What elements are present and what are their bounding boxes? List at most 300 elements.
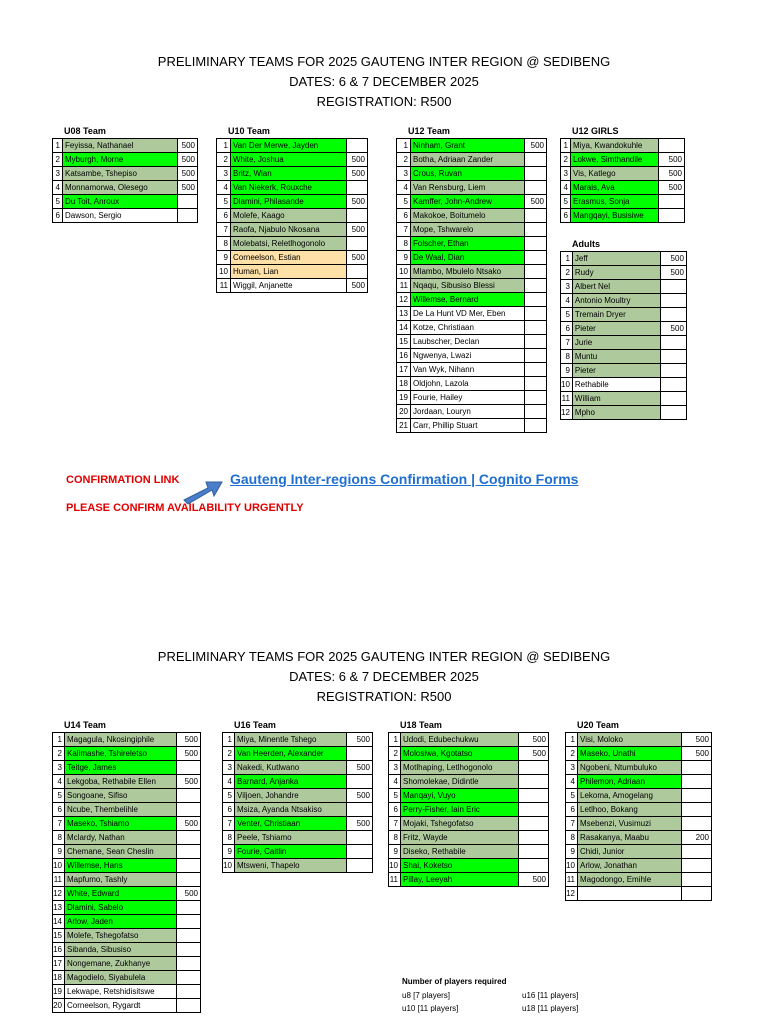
- player-name: Britz, Wian: [231, 167, 347, 181]
- payment-amount: 500: [347, 817, 373, 831]
- table-row: [217, 195, 368, 209]
- payment-amount: [519, 845, 549, 859]
- payment-amount: [682, 803, 712, 817]
- row-number: 3: [217, 167, 231, 181]
- player-name: Mapfumo, Tashly: [65, 873, 177, 887]
- player-name: Human, Lian: [231, 265, 347, 279]
- payment-amount: [659, 209, 685, 223]
- table-row: [561, 209, 685, 223]
- player-name: Maseko, Unathi: [578, 747, 682, 761]
- player-name: Jordaan, Louryn: [411, 405, 525, 419]
- header-page-2: [0, 647, 768, 707]
- row-number: 3: [223, 761, 235, 775]
- table-row: [53, 859, 201, 873]
- player-name: Wiggil, Anjanette: [231, 279, 347, 293]
- row-number: 3: [561, 167, 571, 181]
- player-name: Magagula, Nkosingiphile: [65, 733, 177, 747]
- table-row: [389, 733, 549, 747]
- player-name: Maseko, Tshiamo: [65, 817, 177, 831]
- header-page-1: [0, 52, 768, 112]
- table-row: [217, 251, 368, 265]
- row-number: 2: [561, 153, 571, 167]
- payment-amount: 500: [177, 733, 201, 747]
- row-number: 11: [561, 392, 573, 406]
- team-title: U08 Team: [64, 126, 106, 136]
- row-number: 10: [217, 265, 231, 279]
- table-row: [223, 761, 373, 775]
- team-title: U18 Team: [400, 720, 442, 730]
- player-name: Venter, Christiaan: [235, 817, 347, 831]
- table-row: [566, 747, 712, 761]
- player-name: Folscher, Ethan: [411, 237, 525, 251]
- team-title: U20 Team: [577, 720, 619, 730]
- row-number: 10: [389, 859, 401, 873]
- payment-amount: [347, 859, 373, 873]
- row-number: 4: [223, 775, 235, 789]
- payment-amount: [525, 181, 547, 195]
- payment-amount: [525, 279, 547, 293]
- row-number: 11: [566, 873, 578, 887]
- player-name: Msebenzi, Vusimuzi: [578, 817, 682, 831]
- player-name: Teitge, James: [65, 761, 177, 775]
- table-row: [389, 803, 549, 817]
- player-name: Marais, Ava: [571, 181, 659, 195]
- table-row: [53, 153, 198, 167]
- team-title: Adults: [572, 239, 600, 249]
- row-number: 2: [397, 153, 411, 167]
- row-number: 21: [397, 419, 411, 433]
- table-row: [397, 405, 547, 419]
- row-number: 6: [223, 803, 235, 817]
- team-table: [52, 138, 198, 223]
- row-number: 2: [217, 153, 231, 167]
- payment-amount: [347, 237, 368, 251]
- player-name: Dlamini, Philasande: [231, 195, 347, 209]
- payment-amount: 500: [177, 887, 201, 901]
- table-row: [397, 251, 547, 265]
- table-row: [561, 167, 685, 181]
- player-name: Arlow, Jonathan: [578, 859, 682, 873]
- player-name: Shomolekae, Didintle: [401, 775, 519, 789]
- row-number: 2: [561, 266, 573, 280]
- table-row: [397, 181, 547, 195]
- row-number: 4: [53, 775, 65, 789]
- table-row: [561, 350, 687, 364]
- payment-amount: [525, 237, 547, 251]
- row-number: 5: [53, 195, 63, 209]
- team-block-u10: [216, 125, 368, 293]
- table-row: [561, 336, 687, 350]
- player-name: Van Rensburg, Liem: [411, 181, 525, 195]
- payment-amount: [659, 195, 685, 209]
- registration-line: REGISTRATION: R500: [316, 94, 452, 109]
- player-name: Ncube, Thembelihle: [65, 803, 177, 817]
- row-number: 11: [389, 873, 401, 887]
- player-name: Mtsweni, Thapelo: [235, 859, 347, 873]
- table-row: [53, 747, 201, 761]
- table-row: [217, 153, 368, 167]
- payment-amount: [525, 209, 547, 223]
- payment-amount: [519, 859, 549, 873]
- table-row: [397, 391, 547, 405]
- table-row: [53, 957, 201, 971]
- row-number: 3: [566, 761, 578, 775]
- table-row: [397, 293, 547, 307]
- payment-amount: [525, 349, 547, 363]
- team-table: [216, 138, 368, 293]
- table-row: [223, 831, 373, 845]
- payment-amount: [525, 363, 547, 377]
- player-name: Mclardy, Nathan: [65, 831, 177, 845]
- table-row: [389, 747, 549, 761]
- player-name: Lokwe, Simthandile: [571, 153, 659, 167]
- player-name: Willemse, Bernard: [411, 293, 525, 307]
- payment-amount: [682, 761, 712, 775]
- confirmation-form-link[interactable]: Gauteng Inter-regions Confirmation | Cognito Forms: [230, 471, 579, 487]
- payment-amount: [525, 153, 547, 167]
- payment-amount: 500: [177, 747, 201, 761]
- row-number: 15: [397, 335, 411, 349]
- payment-amount: [682, 817, 712, 831]
- player-name: Lekoma, Amogelang: [578, 789, 682, 803]
- player-name: Fourie, Hailey: [411, 391, 525, 405]
- dates-line: DATES: 6 & 7 DECEMBER 2025: [289, 74, 479, 89]
- table-row: [561, 392, 687, 406]
- payment-amount: [660, 364, 686, 378]
- table-row: [566, 789, 712, 803]
- player-name: Kalimashe, Tshireletso: [65, 747, 177, 761]
- requirement-row: [402, 991, 642, 1004]
- player-name: Vis, Katlego: [571, 167, 659, 181]
- row-number: 1: [566, 733, 578, 747]
- row-number: 2: [566, 747, 578, 761]
- table-row: [561, 181, 685, 195]
- player-name: Magodongo, Emihle: [578, 873, 682, 887]
- row-number: 7: [217, 223, 231, 237]
- table-row: [53, 761, 201, 775]
- row-number: 2: [53, 747, 65, 761]
- table-row: [223, 775, 373, 789]
- payment-amount: [525, 335, 547, 349]
- payment-amount: [177, 831, 201, 845]
- table-row: [217, 265, 368, 279]
- row-number: 13: [53, 901, 65, 915]
- row-number: 5: [561, 308, 573, 322]
- player-name: Philemon, Adriaan: [578, 775, 682, 789]
- table-row: [53, 943, 201, 957]
- row-number: 5: [389, 789, 401, 803]
- row-number: 4: [397, 181, 411, 195]
- payment-amount: [177, 971, 201, 985]
- row-number: 14: [397, 321, 411, 335]
- title-line: PRELIMINARY TEAMS FOR 2025 GAUTENG INTER REGION @ SEDIBENG: [157, 54, 611, 69]
- team-title: U10 Team: [228, 126, 270, 136]
- payment-amount: 500: [519, 747, 549, 761]
- payment-amount: 500: [177, 817, 201, 831]
- player-name: Van Der Merwe, Jayden: [231, 139, 347, 153]
- team-table: [560, 251, 687, 420]
- player-name: Chemane, Sean Cheslin: [65, 845, 177, 859]
- player-name: Ngobeni, Ntumbuluko: [578, 761, 682, 775]
- table-row: [53, 181, 198, 195]
- player-name: De Waal, Dian: [411, 251, 525, 265]
- player-name: Kotze, Christiaan: [411, 321, 525, 335]
- row-number: 2: [223, 747, 235, 761]
- row-number: 4: [566, 775, 578, 789]
- row-number: 6: [53, 209, 63, 223]
- requirement-right: u18 [11 players]: [522, 1004, 579, 1013]
- player-name: Pieter: [572, 364, 660, 378]
- player-name: Antonio Moultry: [572, 294, 660, 308]
- player-name: Jeff: [572, 252, 660, 266]
- player-name: William: [572, 392, 660, 406]
- table-row: [389, 845, 549, 859]
- table-row: [217, 167, 368, 181]
- player-name: Udodi, Edubechukwu: [401, 733, 519, 747]
- players-required: [402, 977, 642, 1017]
- player-name: White, Edward: [65, 887, 177, 901]
- table-row: [223, 803, 373, 817]
- payment-amount: [177, 873, 201, 887]
- player-name: Diseko, Rethabile: [401, 845, 519, 859]
- player-name: Botha, Adriaan Zander: [411, 153, 525, 167]
- player-name: Pieter: [572, 322, 660, 336]
- table-row: [561, 252, 687, 266]
- row-number: 10: [223, 859, 235, 873]
- player-name: Barnard, Anjanka: [235, 775, 347, 789]
- payment-amount: [682, 859, 712, 873]
- row-number: 9: [389, 845, 401, 859]
- row-number: 19: [53, 985, 65, 999]
- table-row: [53, 845, 201, 859]
- row-number: 8: [389, 831, 401, 845]
- player-name: Pillay, Leeyah: [401, 873, 519, 887]
- table-row: [566, 831, 712, 845]
- player-name: Kamffer, John-Andrew: [411, 195, 525, 209]
- table-row: [217, 223, 368, 237]
- payment-amount: [347, 139, 368, 153]
- team-title: U12 GIRLS: [572, 126, 619, 136]
- payment-amount: 500: [682, 747, 712, 761]
- table-row: [397, 223, 547, 237]
- table-row: [53, 873, 201, 887]
- player-name: Feyissa, Nathanael: [63, 139, 178, 153]
- team-block-adults: [560, 238, 687, 420]
- row-number: 4: [389, 775, 401, 789]
- team-title: U16 Team: [234, 720, 276, 730]
- payment-amount: [525, 391, 547, 405]
- table-row: [223, 733, 373, 747]
- player-name: Ngwenya, Lwazi: [411, 349, 525, 363]
- payment-amount: [682, 845, 712, 859]
- table-row: [217, 181, 368, 195]
- row-number: 14: [53, 915, 65, 929]
- team-block-u18: [388, 719, 549, 887]
- payment-amount: [682, 887, 712, 901]
- player-name: Fourie, Caitlin: [235, 845, 347, 859]
- row-number: 9: [53, 845, 65, 859]
- payment-amount: 500: [347, 733, 373, 747]
- row-number: 5: [223, 789, 235, 803]
- row-number: 9: [566, 845, 578, 859]
- table-row: [53, 929, 201, 943]
- payment-amount: [177, 985, 201, 999]
- payment-amount: 500: [660, 322, 686, 336]
- table-row: [53, 195, 198, 209]
- payment-amount: [525, 307, 547, 321]
- payment-amount: [525, 167, 547, 181]
- player-name: Albert Nel: [572, 280, 660, 294]
- table-row: [389, 831, 549, 845]
- player-name: Nongemane, Zukhanye: [65, 957, 177, 971]
- player-name: [578, 887, 682, 901]
- row-number: 5: [566, 789, 578, 803]
- table-row: [561, 294, 687, 308]
- registration-line: REGISTRATION: R500: [316, 689, 452, 704]
- payment-amount: [660, 406, 686, 420]
- table-row: [397, 167, 547, 181]
- row-number: 4: [217, 181, 231, 195]
- title-line: PRELIMINARY TEAMS FOR 2025 GAUTENG INTER REGION @ SEDIBENG: [157, 649, 611, 664]
- table-row: [217, 237, 368, 251]
- player-name: Erasmus, Sonja: [571, 195, 659, 209]
- table-row: [53, 887, 201, 901]
- player-name: Corneelson, Estian: [231, 251, 347, 265]
- payment-amount: [519, 775, 549, 789]
- row-number: 12: [397, 293, 411, 307]
- row-number: 16: [397, 349, 411, 363]
- row-number: 12: [561, 406, 573, 420]
- row-number: 20: [53, 999, 65, 1013]
- row-number: 3: [397, 167, 411, 181]
- player-name: Crous, Ruvan: [411, 167, 525, 181]
- table-row: [53, 789, 201, 803]
- payment-amount: 500: [178, 167, 198, 181]
- row-number: 2: [53, 153, 63, 167]
- payment-amount: [525, 265, 547, 279]
- payment-amount: [525, 251, 547, 265]
- row-number: 3: [53, 167, 63, 181]
- player-name: Lekwape, Retshidisitswe: [65, 985, 177, 999]
- player-name: Muntu: [572, 350, 660, 364]
- payment-amount: 500: [178, 139, 198, 153]
- row-number: 10: [561, 378, 573, 392]
- team-table: [560, 138, 685, 223]
- row-number: 4: [53, 181, 63, 195]
- player-name: Mlambo, Mbulelo Ntsako: [411, 265, 525, 279]
- table-row: [566, 859, 712, 873]
- payment-amount: [519, 831, 549, 845]
- row-number: 7: [389, 817, 401, 831]
- payment-amount: 500: [347, 789, 373, 803]
- payment-amount: 500: [525, 195, 547, 209]
- payment-amount: [177, 845, 201, 859]
- payment-amount: [660, 336, 686, 350]
- payment-amount: 500: [347, 251, 368, 265]
- payment-amount: [347, 775, 373, 789]
- table-row: [397, 307, 547, 321]
- team-table: [388, 732, 549, 887]
- row-number: 6: [217, 209, 231, 223]
- payment-amount: 500: [660, 252, 686, 266]
- table-row: [53, 985, 201, 999]
- payment-amount: [525, 419, 547, 433]
- payment-amount: [177, 943, 201, 957]
- player-name: Van Heerden, Alexander: [235, 747, 347, 761]
- payment-amount: [177, 915, 201, 929]
- payment-amount: 500: [178, 181, 198, 195]
- player-name: Laubscher, Declan: [411, 335, 525, 349]
- player-name: Nakedi, Kutlwano: [235, 761, 347, 775]
- team-block-u20: [565, 719, 712, 901]
- table-row: [397, 349, 547, 363]
- payment-amount: 500: [347, 223, 368, 237]
- payment-amount: [660, 350, 686, 364]
- row-number: 10: [397, 265, 411, 279]
- row-number: 19: [397, 391, 411, 405]
- payment-amount: [177, 929, 201, 943]
- table-row: [397, 335, 547, 349]
- team-title: U12 Team: [408, 126, 450, 136]
- table-row: [53, 775, 201, 789]
- player-name: Lekgoba, Rethabile Ellen: [65, 775, 177, 789]
- table-row: [566, 775, 712, 789]
- payment-amount: 500: [659, 153, 685, 167]
- player-name: Peele, Tshiamo: [235, 831, 347, 845]
- payment-amount: [519, 817, 549, 831]
- player-name: Ninham, Grant: [411, 139, 525, 153]
- player-name: Van Niekerk, Rouxche: [231, 181, 347, 195]
- player-name: Monnamorwa, Olesego: [63, 181, 178, 195]
- table-row: [397, 153, 547, 167]
- payment-amount: 500: [682, 733, 712, 747]
- player-name: Msiza, Ayanda Ntsakiso: [235, 803, 347, 817]
- payment-amount: [178, 209, 198, 223]
- row-number: 8: [53, 831, 65, 845]
- payment-amount: [525, 321, 547, 335]
- player-name: Mope, Tshwarelo: [411, 223, 525, 237]
- table-row: [397, 139, 547, 153]
- player-name: Mangqayi, Busisiwe: [571, 209, 659, 223]
- row-number: 1: [389, 733, 401, 747]
- player-name: Visi, Moloko: [578, 733, 682, 747]
- row-number: 1: [561, 252, 573, 266]
- table-row: [389, 789, 549, 803]
- player-name: Mpho: [572, 406, 660, 420]
- row-number: 3: [389, 761, 401, 775]
- row-number: 20: [397, 405, 411, 419]
- table-row: [223, 789, 373, 803]
- table-row: [53, 817, 201, 831]
- payment-amount: [682, 775, 712, 789]
- player-name: Du Toit, Anroux: [63, 195, 178, 209]
- player-name: De La Hunt VD Mer, Eben: [411, 307, 525, 321]
- player-name: Viljoen, Johandre: [235, 789, 347, 803]
- row-number: 11: [397, 279, 411, 293]
- payment-amount: 500: [178, 153, 198, 167]
- row-number: 8: [217, 237, 231, 251]
- payment-amount: [347, 181, 368, 195]
- player-name: Fritz, Wayde: [401, 831, 519, 845]
- payment-amount: [347, 831, 373, 845]
- row-number: 11: [217, 279, 231, 293]
- player-name: Miya, Kwandokuhle: [571, 139, 659, 153]
- table-row: [223, 817, 373, 831]
- payment-amount: [660, 308, 686, 322]
- player-name: Carr, Phillip Stuart: [411, 419, 525, 433]
- table-row: [389, 775, 549, 789]
- table-row: [561, 322, 687, 336]
